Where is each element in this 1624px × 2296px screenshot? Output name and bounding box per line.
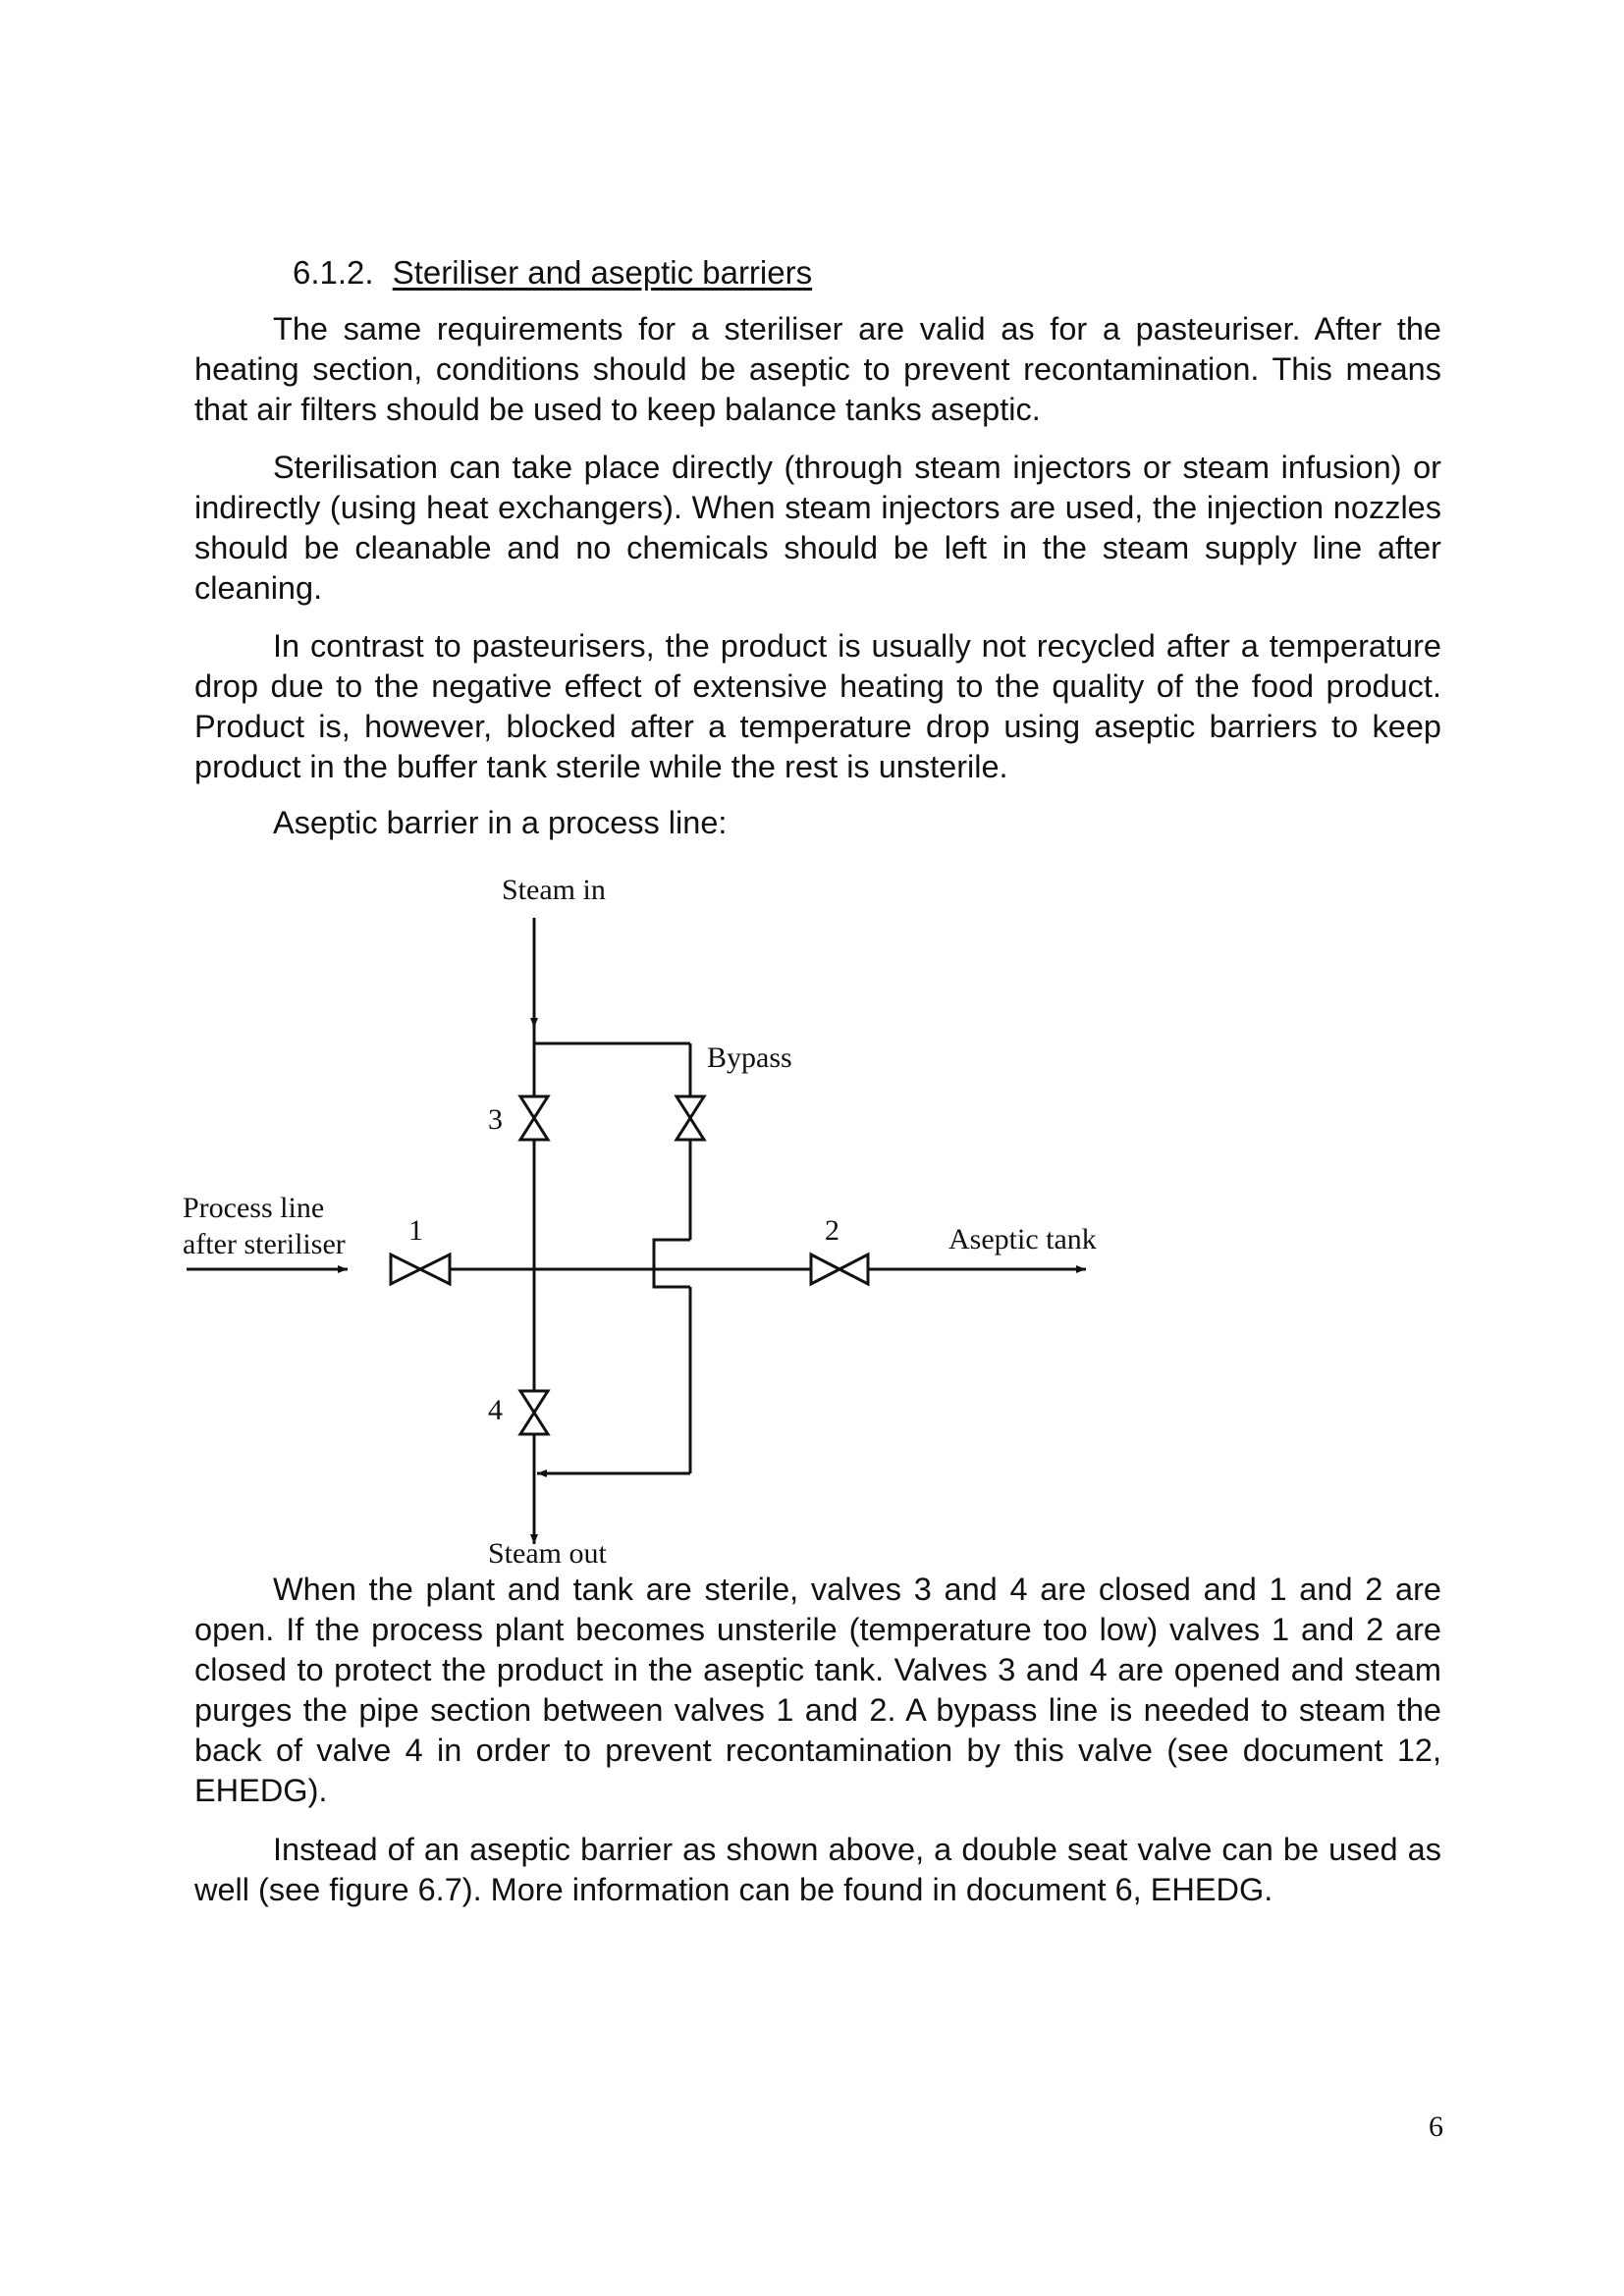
valve-4-icon [520,1391,548,1434]
valve-1-label: 1 [408,1214,423,1247]
valve-2-label: 2 [825,1214,839,1247]
bypass-valve-icon [677,1096,704,1140]
section-title: Steriliser and aseptic barriers [392,254,813,291]
aseptic-tank-label: Aseptic tank [948,1223,1097,1255]
paragraph-temperature-drop: In contrast to pasteurisers, the product is usually not recycled after a temperature drop due to the negative effect of extensive heating to the quality of the food product. Product is, however, blocked after a temperature drop using aseptic barriers to keep product in the buffer tank sterile while the rest is unsterile. [194,628,1441,784]
valve-2-icon [811,1255,868,1284]
section-heading [293,251,812,294]
valve-3-icon [520,1096,548,1140]
valve-3-label: 3 [488,1103,503,1136]
bypass-label: Bypass [707,1041,792,1074]
paragraph-double-seat-valve: Instead of an aseptic barrier as shown above, a double seat valve can be used as well (see figure 6.7). More information can be found in document 6, EHEDG. [194,1832,1441,1907]
paragraph-steriliser-requirements: The same requirements for a steriliser are valid as for a pasteuriser. After the heating section, conditions should be aseptic to prevent recontamination. This means that air filters should be used to keep balance tanks aseptic. [194,311,1441,427]
section-number: 6.1.2. [293,254,374,291]
paragraph-sterilisation-methods: Sterilisation can take place directly (through steam injectors or steam infusion) or indirectly (using heat exchangers). When steam injectors are used, the injection nozzles should be cleanable and no chemicals should be left in the steam supply line after cleaning. [194,450,1441,606]
bypass-crossover-pipe [654,1240,690,1287]
steam-out-label: Steam out [488,1537,607,1570]
valve-4-label: 4 [488,1394,503,1426]
paragraph-diagram-intro: Aseptic barrier in a process line: [273,805,728,840]
process-line-label: Process line [183,1192,325,1224]
aseptic-barrier-diagram [0,854,1624,1580]
valve-1-icon [391,1255,450,1284]
process-line-label-2: after steriliser [183,1228,346,1260]
paragraph-valve-operation: When the plant and tank are sterile, valves 3 and 4 are closed and 1 and 2 are open. If the process plant becomes unsterile (temperature too low) valves 1 and 2 are closed to protect the product in the aseptic tank. Valves 3 and 4 are opened and steam purges the pipe section between valves 1 and 2. A bypass line is needed to steam the back of valve 4 in order to prevent recontamination by this valve (see document 12, EHEDG). [194,1572,1441,1808]
steam-in-label: Steam in [502,874,606,906]
page-number: 6 [1429,2110,1443,2143]
